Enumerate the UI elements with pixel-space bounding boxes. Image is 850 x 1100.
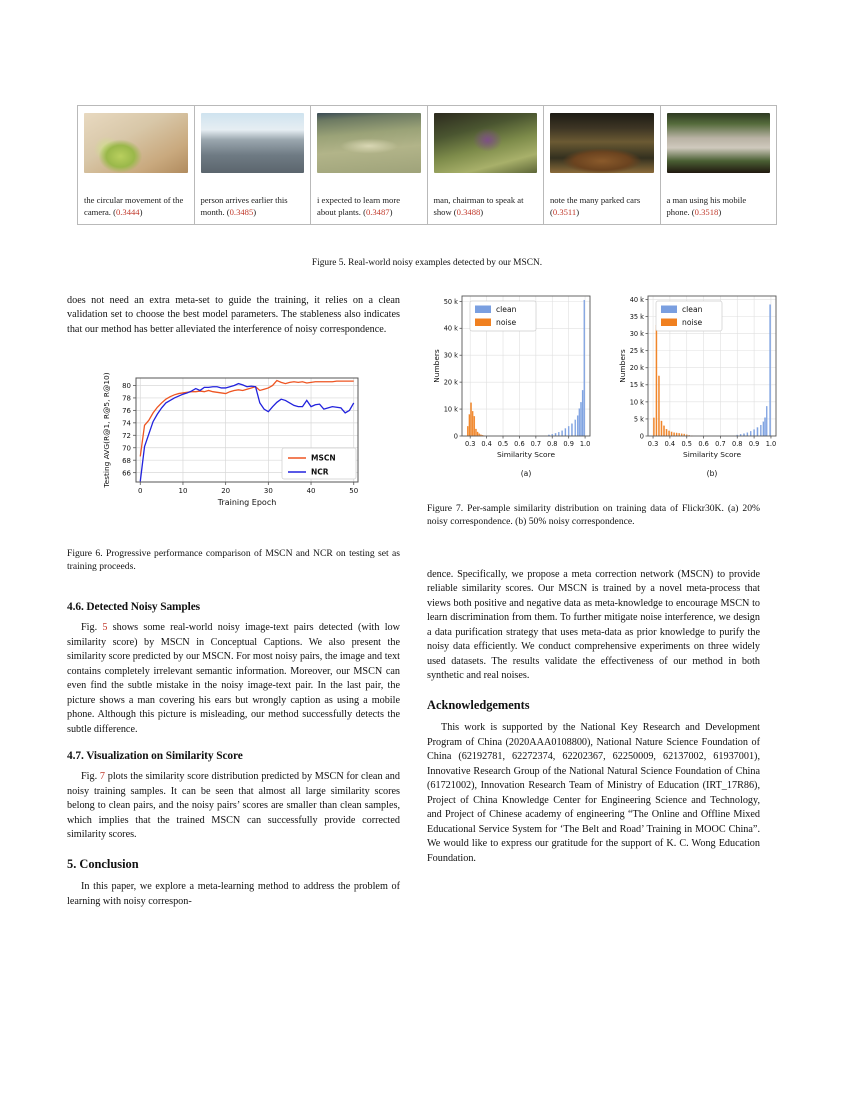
svg-text:40: 40 <box>306 487 316 495</box>
right-column <box>427 568 760 866</box>
svg-text:0.9: 0.9 <box>563 440 574 448</box>
svg-text:15 k: 15 k <box>629 381 644 390</box>
svg-text:noise: noise <box>682 318 703 327</box>
y-axis-label: Testing AVG(R@1, R@5, R@10) <box>102 372 111 488</box>
paragraph-4-6-body: shows some real-world noisy image-text pairs detected (with low similarity score) by MSCN in Conceptual Captions. We also present the similarity score predicted by our MSCN. For most noisy pairs, the image and text contains completely irrelevant semantic information. Moreover, our MSCN can even find the subtle mistake in the noisy image-text pair. In the last pair, the picture shows a man covering his ears but wrongly caption as using a mobile phone. Although this picture is misleading, our method successfully detects the subtle difference. <box>67 622 400 735</box>
example-grid <box>77 105 777 225</box>
svg-text:0.4: 0.4 <box>481 440 492 448</box>
fig-ref-prefix: Fig. <box>81 771 100 783</box>
figure-reference-7[interactable]: 7 <box>99 771 105 783</box>
example-text: a man using his mobile phone. ( <box>666 195 747 217</box>
svg-text:72: 72 <box>122 431 131 440</box>
example-cell <box>311 106 428 224</box>
example-cell <box>428 106 545 224</box>
svg-text:0.8: 0.8 <box>547 440 558 448</box>
svg-text:30 k: 30 k <box>443 351 458 360</box>
example-text: person arrives earlier this month. ( <box>200 195 288 217</box>
svg-text:78: 78 <box>122 394 131 403</box>
svg-text:0.7: 0.7 <box>530 440 542 448</box>
example-text: man, chairman to speak at show ( <box>433 195 524 217</box>
svg-text:25 k: 25 k <box>629 347 644 356</box>
example-image-1 <box>84 113 188 173</box>
svg-text:Similarity Score: Similarity Score <box>683 450 741 459</box>
similarity-score: 0.3487 <box>365 206 390 217</box>
paragraph-conclusion: In this paper, we explore a meta-learning method to address the problem of learning with noisy correspon- <box>67 881 400 907</box>
left-column <box>67 294 400 337</box>
svg-text:0.4: 0.4 <box>664 440 676 448</box>
example-caption <box>201 195 305 218</box>
svg-text:0.6: 0.6 <box>514 440 525 448</box>
figure-5-caption: Figure 5. Real-world noisy examples detected by our MSCN. <box>311 258 543 268</box>
paren-close: ) <box>139 206 143 217</box>
fig-ref-prefix: Fig. <box>81 622 103 634</box>
svg-text:0.6: 0.6 <box>698 440 709 448</box>
svg-text:80: 80 <box>122 382 131 391</box>
svg-text:10 k: 10 k <box>629 398 644 407</box>
heading-4-6: 4.6. Detected Noisy Samples <box>67 601 201 613</box>
example-caption <box>550 195 654 218</box>
similarity-score: 0.3511 <box>552 206 577 217</box>
figure-7-caption: Figure 7. Per-sample similarity distribution on training data of Flickr30K. (a) 20% noisy correspondence. (b) 50% noisy correspondence. <box>427 503 760 527</box>
svg-text:40 k: 40 k <box>629 295 644 304</box>
svg-text:0.3: 0.3 <box>647 440 659 448</box>
example-caption <box>434 195 538 218</box>
x-axis-label: Training Epoch <box>217 498 277 507</box>
svg-text:0.5: 0.5 <box>497 440 509 448</box>
example-image-3 <box>317 113 421 173</box>
svg-text:74: 74 <box>122 419 131 428</box>
heading-5-conclusion: 5. Conclusion <box>67 856 139 871</box>
example-text: note the many parked cars ( <box>550 195 641 217</box>
paragraph-conclusion-continued: dence. Specifically, we propose a meta correction network (MSCN) to provide reliable similarity scores. Our MSCN is trained by a novel meta-process that views both positive and negative data as meta-knowledge to encourage MSCN to learn discrimination from them. To further mitigate noise interference, we design a data purification strategy that uses meta-data as prior knowledge to purify the noisy data efficiently. We conduct comprehensive experiments on three widely used datasets. The results validate the effectiveness of our method in both synthetic and real noises. <box>427 569 760 682</box>
svg-text:NCR: NCR <box>311 467 329 477</box>
example-caption <box>317 195 421 218</box>
figure-5 <box>77 105 777 268</box>
svg-text:0: 0 <box>138 487 143 495</box>
svg-text:clean: clean <box>496 305 517 314</box>
svg-text:68: 68 <box>122 456 131 465</box>
paragraph-4-7-body: plots the similarity score distribution predicted by MSCN for clean and noisy training samples. It can be seen that almost all large similarity scores belong to clean pairs, and the noisy pairs’ scores are smaller than clean samples, which implies that the trained MSCN can successfully provide corrected similarity scores. <box>67 771 400 841</box>
figure-6-caption: Figure 6. Progressive performance comparison of MSCN and NCR on testing set as training proceeds. <box>67 548 400 572</box>
svg-text:35 k: 35 k <box>629 312 644 321</box>
example-cell <box>544 106 661 224</box>
paragraph-continued: does not need an extra meta-set to guide the training, it relies on a clean validation set to choose the best model parameters. The stableness also indicates that our method has better alleviated the interference of noisy correspondence. <box>67 295 400 335</box>
svg-text:70: 70 <box>122 444 131 453</box>
svg-text:5 k: 5 k <box>633 415 644 424</box>
paren-close: ) <box>253 206 257 217</box>
svg-text:76: 76 <box>122 406 131 415</box>
paragraph-acknowledgements: This work is supported by the National Key Research and Development Program of China (2020AAA0108800), National Nature Science Foundation of China (62192781, 62272374, 62202367, 62250009, 62137002, 61937001), Innovative Research Group of the National Natural Science Foundation of China (61721002), Innovation Research Team of Ministry of Education (IRT_17R86), Project of China Knowledge Center for Engineering Science and Technology, and Project of Chinese academy of engineering “The Online and Offline Mixed Educational Service System for ‘The Belt and Road’ Training in MOOC China”. We would like to express our gratitude for the support of K. C. Wong Education Foundation. <box>427 722 760 864</box>
svg-text:30: 30 <box>263 487 273 495</box>
similarity-score: 0.3488 <box>456 206 481 217</box>
svg-text:noise: noise <box>496 318 517 327</box>
paren-close: ) <box>576 206 580 217</box>
svg-text:0.7: 0.7 <box>715 440 726 448</box>
paren-close: ) <box>480 206 484 217</box>
left-column-lower <box>67 588 400 909</box>
svg-text:clean: clean <box>682 305 703 314</box>
similarity-score: 0.3518 <box>694 206 719 217</box>
svg-text:0: 0 <box>639 432 644 441</box>
paren-close: ) <box>389 206 393 217</box>
example-cell <box>661 106 777 224</box>
svg-text:1.0: 1.0 <box>579 440 591 448</box>
svg-text:(b): (b) <box>706 469 718 478</box>
svg-text:0: 0 <box>453 432 458 441</box>
svg-text:0.5: 0.5 <box>681 440 692 448</box>
svg-text:0.8: 0.8 <box>732 440 743 448</box>
example-image-2 <box>201 113 305 173</box>
figure-7-charts <box>430 288 790 503</box>
svg-text:Numbers: Numbers <box>432 349 441 383</box>
example-text: the circular movement of the camera. ( <box>84 195 184 217</box>
paragraph-4-7 <box>67 770 400 842</box>
svg-text:40 k: 40 k <box>443 324 458 333</box>
similarity-score: 0.3485 <box>229 206 254 217</box>
paragraph-4-6 <box>67 621 400 737</box>
svg-text:30 k: 30 k <box>629 329 644 338</box>
svg-text:0.9: 0.9 <box>748 440 760 448</box>
similarity-score: 0.3444 <box>115 206 140 217</box>
heading-acknowledgements: Acknowledgements <box>427 697 530 712</box>
svg-text:10 k: 10 k <box>443 405 458 414</box>
example-image-4 <box>434 113 538 173</box>
svg-text:50: 50 <box>349 487 359 495</box>
svg-text:20 k: 20 k <box>629 364 644 373</box>
example-image-5 <box>550 113 654 173</box>
figure-6-chart <box>100 372 370 507</box>
svg-text:Similarity Score: Similarity Score <box>497 450 555 459</box>
svg-text:0.3: 0.3 <box>464 440 476 448</box>
example-caption <box>667 195 771 218</box>
svg-text:66: 66 <box>122 469 131 478</box>
svg-text:(a): (a) <box>520 469 532 478</box>
paren-close: ) <box>718 206 722 217</box>
svg-text:10: 10 <box>178 487 188 495</box>
figure-reference-5[interactable]: 5 <box>102 622 108 634</box>
figure-7-svg <box>430 288 790 503</box>
heading-4-7: 4.7. Visualization on Similarity Score <box>67 750 243 763</box>
svg-text:50 k: 50 k <box>443 297 458 306</box>
svg-text:Numbers: Numbers <box>618 349 627 383</box>
svg-text:1.0: 1.0 <box>765 440 777 448</box>
svg-text:MSCN: MSCN <box>311 453 336 463</box>
example-cell <box>78 106 195 224</box>
example-caption <box>84 195 188 218</box>
figure-6-svg <box>100 372 370 507</box>
svg-text:20 k: 20 k <box>443 378 458 387</box>
example-image-6 <box>667 113 771 173</box>
example-cell <box>195 106 312 224</box>
svg-text:20: 20 <box>221 487 231 495</box>
example-text: i expected to learn more about plants. ( <box>317 195 401 217</box>
